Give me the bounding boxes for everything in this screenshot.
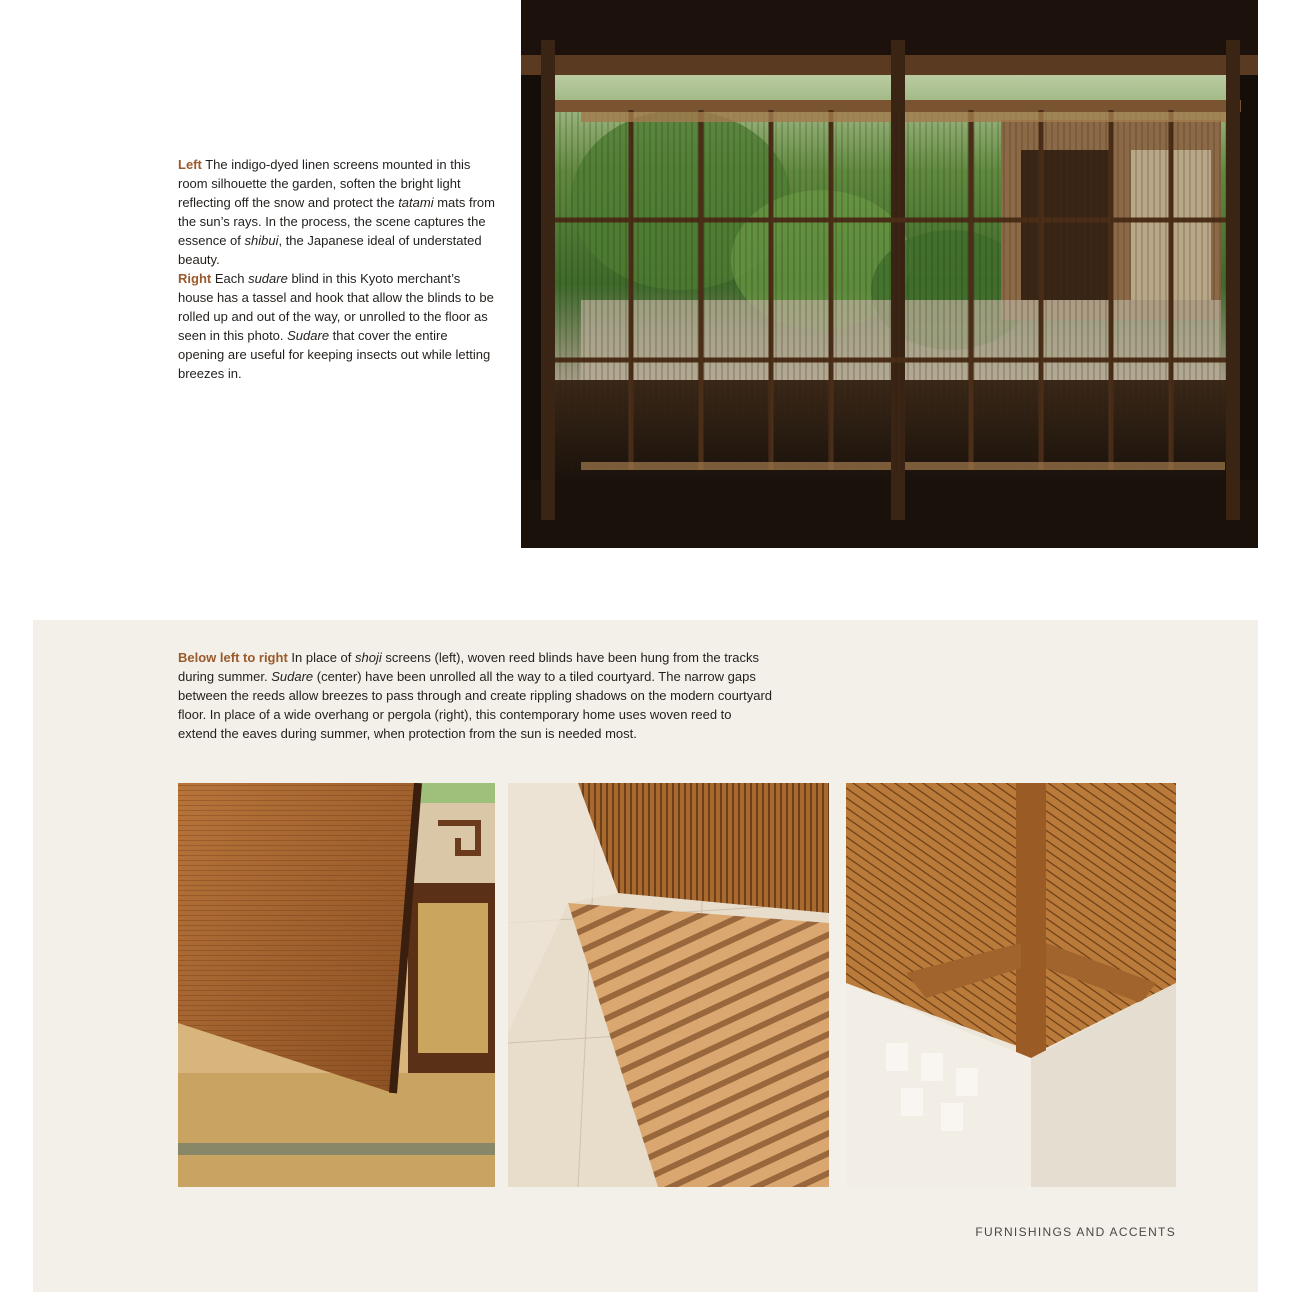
caption-text: screens (left), woven reed blinds have been hung from the tracks during summer. bbox=[178, 650, 759, 684]
caption-text: mats from the sun’s rays. In the process, the scene captures the essence of bbox=[178, 195, 495, 248]
running-footer: FURNISHINGS AND ACCENTS bbox=[975, 1225, 1176, 1239]
photo-kyoto-sudare bbox=[521, 0, 1258, 548]
caption-text: In place of bbox=[287, 650, 355, 665]
caption-term: Sudare bbox=[287, 328, 330, 343]
caption-text: Each bbox=[211, 271, 249, 286]
caption-term: sudare bbox=[248, 271, 288, 286]
caption-term: shoji bbox=[355, 650, 382, 665]
caption-right-paragraph bbox=[178, 269, 496, 383]
caption-term: tatami bbox=[398, 195, 434, 210]
photo-reed-eaves bbox=[846, 783, 1176, 1187]
caption-bottom bbox=[178, 648, 773, 743]
caption-top bbox=[178, 155, 496, 383]
caption-text: , the Japanese ideal of understated beauty. bbox=[178, 233, 482, 267]
caption-term: Sudare bbox=[271, 669, 314, 684]
caption-text: blind in this Kyoto merchant’s house has a tassel and hook that allow the blinds to be rolled up and out of the way, or unrolled to the floor as seen in this photo. bbox=[178, 271, 494, 343]
caption-left-paragraph bbox=[178, 155, 496, 269]
caption-lead-left: Left bbox=[178, 157, 202, 172]
caption-text: The indigo-dyed linen screens mounted in this room silhouette the garden, soften the bright light reflecting off the snow and protect the bbox=[178, 157, 471, 210]
caption-lead-right: Right bbox=[178, 271, 212, 286]
caption-bottom-paragraph bbox=[178, 648, 773, 743]
caption-text: that cover the entire opening are useful for keeping insects out while letting breezes in. bbox=[178, 328, 491, 381]
photo-sudare-courtyard bbox=[508, 783, 829, 1187]
bottom-band bbox=[33, 620, 1258, 1292]
photo-reed-blind-shoji bbox=[178, 783, 495, 1187]
caption-text: (center) have been unrolled all the way to a tiled courtyard. The narrow gaps between the reeds allow breezes to pass through and create rippling shadows on the modern courtyard floor. In place of a wide overhang or pergola (right), this contemporary home uses woven reed to extend the eaves during summer, when protection from the sun is needed most. bbox=[178, 669, 773, 741]
caption-term: shibui bbox=[244, 233, 279, 248]
caption-lead-below: Below left to right bbox=[178, 650, 288, 665]
